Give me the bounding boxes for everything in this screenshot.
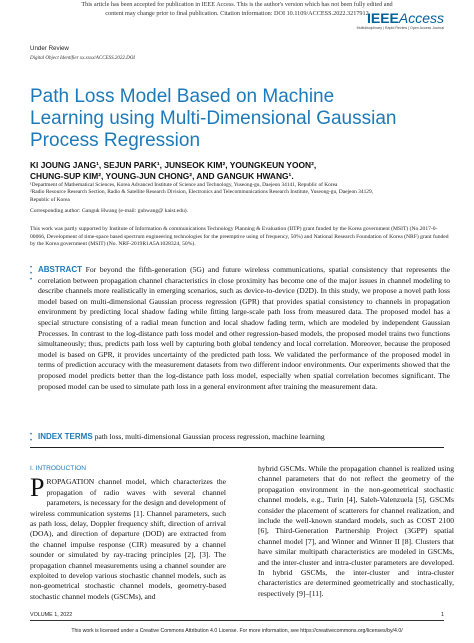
- section-divider: [30, 447, 444, 448]
- affiliation-2-cont: Republic of Korea: [30, 196, 70, 203]
- logo-access-text: Access: [398, 10, 444, 26]
- index-terms-paragraph: [30, 432, 450, 441]
- author-line-2: CHUNG-SUP KIM², YOUNG-JUN CHONG², AND GANGUK HWANG¹.: [30, 171, 294, 181]
- index-terms-label: INDEX TERMS: [38, 432, 93, 441]
- logo-ieee-text: IEEE: [366, 10, 399, 26]
- intro-text-right: hybrid GSCMs. While the propagation channel is realized using channel parameters that do not reflect the geometry of the propagation environment in the non-geometrical stochastic channel models, e.g., Turin [4], Saleh-Valenzuela [5], GSCMs consider the placement of scatterers for channel realization, and include the well-known standard models, such as COST 2100 [6], Third-Generation Partnership Project (3GPP) spatial channel model [7], and Winner and Winner II [8]. Clusters that have similar multipath characteristics are modeled in GSCMs, and the inter-cluster and intra-cluster parameters are developed. In hybrid GSCMs, the inter-cluster and intra-cluster characteristics are determined geometrically and stochastically, respectively [9]–[11].: [258, 464, 454, 598]
- funding-statement: This work was partly supported by Institute of Information & communications Technology Planning & Evaluation (IITP) grant funded by the Korea government (MSIT) (No.2017-0-00066, Development of time-space based spectrum engineering technologies for the preemptive using of frequency, 50%) and National Research Foundation of Korea (NRF) grant funded by the Korea government (MSIT) (No. NRF-2019R1A5A1028324, 50%).: [30, 226, 449, 248]
- under-review-label: Under Review: [30, 45, 69, 52]
- body-column-left: [30, 464, 226, 602]
- intro-text-left: channel model, which characterizes the propagation of radio waves with several channel parameters, is necessary for the design and development of wireless communication systems [1]. Channel parameters, such as path loss, delay, Doppler frequency shift, direction of arrival (DOA), and direction of departure (DOD) are extracted from the channel impulse response (CIR) measured by a channel sounder or simulated by ray-tracing principles [2], [3]. The propagation channel measurements using a channel sounder are exploited to develop various stochastic channel models, such as non-geometrical stochastic channel models, geometry-based stochastic channel models (GSCMs), and: [30, 477, 226, 601]
- index-terms-text: path loss, multi-dimensional Gaussian process regression, machine learning: [94, 432, 325, 441]
- drop-cap: P: [30, 473, 45, 503]
- footer-divider: [30, 620, 444, 621]
- affiliation-1: ¹Department of Mathematical Sciences, Korea Advanced Institute of Science and Technology, Yuseong-gu, Daejeon 34141, Republic of Korea: [30, 182, 338, 188]
- intro-paragraph: [30, 473, 226, 602]
- abstract-label: ABSTRACT: [38, 265, 82, 274]
- abstract-text: For beyond the fifth-generation (5G) and future wireless communications, spatial consistency that represents the correlation between propagation channel characteristics in close proximity has become one of the major issues in channel modeling to describe channels more realistically in emerging scenarios, such as device-to-device (D2D). In this study, we propose a novel path loss model based on multi-dimensional Gaussian process regression (GPR) that provides spatial consistency to channels in propagation environment by predicting local shadow fading while fitting large-scale path loss from measured data. The proposed model has a special structure consisting of a radial mean function and local shadow fading term, which are modeled by independent Gaussian Processes. In contrast to the log-distance path loss model and other regression-based models, the proposed model trains two functions simultaneously; thus, predicts path loss well by capturing both global tendency and local correlation. Moreover, because the proposed model is based on GPR, it provides uncertainty of the predicted path loss. We validated the performance of the proposed model in terms of prediction accuracy with the measurement datasets from two different indoor environments. Our experiments showed that the proposed model predicts better than the log-distance path loss model, especially when spatial correlation becomes significant. The proposed model can be used to simulate path loss in a general environment after training the measurement data.: [38, 265, 450, 391]
- author-line-1: KI JOUNG JANG¹, SEJUN PARK¹, JUNSEOK KIM², YOUNGKEUN YOON²,: [30, 160, 317, 170]
- logo-tagline: Multidisciplinary | Rapid Review | Open Access Journal: [356, 26, 444, 30]
- notice-line-1: This article has been accepted for publication in IEEE Access. This is the author's version which has not been fully edited and: [81, 1, 393, 8]
- doi-line: Digital Object Identifier xx.xxxx/ACCESS.2022.DOI: [30, 56, 135, 61]
- license-notice: This work is licensed under a Creative Commons Attribution 4.0 License. For more information, see https://creativecommons.org/licenses/by/4.0/: [71, 628, 403, 634]
- index-terms-section: [30, 432, 450, 444]
- paper-title: Path Loss Model Based on Machine Learning using Multi-Dimensional Gaussian Process Regression: [30, 86, 397, 151]
- page-number: 1: [440, 612, 444, 618]
- abstract-paragraph: [30, 265, 450, 392]
- section-bullet-icon: • • •: [30, 265, 33, 283]
- lead-word: ROPAGATION: [46, 477, 95, 487]
- ieee-access-logo: [357, 11, 444, 31]
- affiliation-2: ²Radio Resource Research Section, Radio & Satellite Research Division, Electronics and Telecommunications Research Institute, Yuseong-gu, Daejeon 34129,: [30, 189, 374, 196]
- volume-label: VOLUME 1, 2022: [30, 612, 73, 618]
- section-bullet-icon: • •: [30, 432, 33, 444]
- body-column-right: [258, 464, 454, 599]
- abstract-section: [30, 265, 450, 392]
- affiliations: [30, 182, 450, 204]
- notice-line-2: content may change prior to final publication. Citation information: DOI 10.1109/ACCESS.2022.3217912: [105, 10, 369, 17]
- corresponding-author: Corresponding author: Ganguk Hwang (e-mail: guhwang@ kaist.edu).: [30, 208, 189, 214]
- author-list: [30, 160, 450, 182]
- section-heading-introduction: I. INTRODUCTION: [30, 465, 87, 472]
